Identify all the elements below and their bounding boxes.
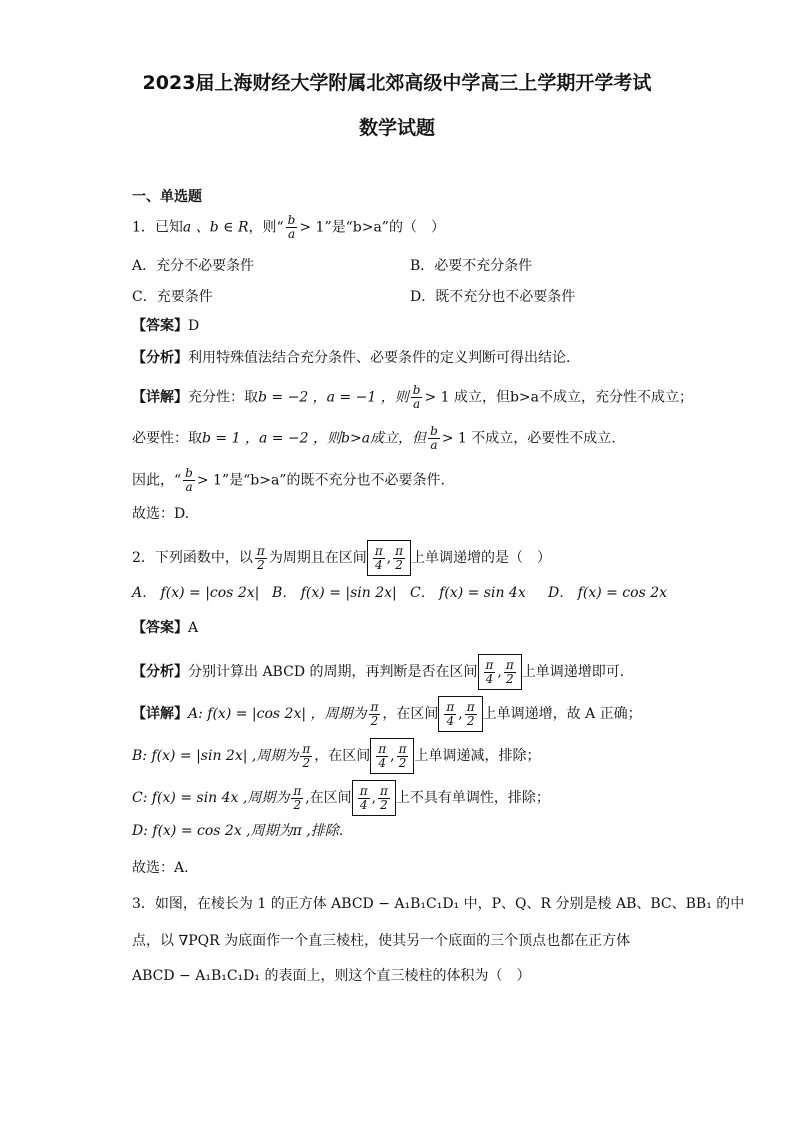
q2-stem-text: 2．下列函数中，以 — [132, 550, 253, 566]
q2-detail-a — [132, 696, 642, 732]
detail-text: C: f(x) = sin 4x ,周期为 — [132, 790, 290, 806]
frac-numerator: π — [378, 741, 387, 756]
frac-numerator: π — [398, 741, 407, 756]
q1-stem-prefix: 1．已知 — [132, 219, 183, 236]
frac-denominator: 2 — [300, 756, 312, 770]
frac-numerator: π — [374, 543, 383, 558]
q1-choose: 故选：D. — [132, 506, 190, 522]
detail-text: B: f(x) = |sin 2x| ,周期为 — [132, 748, 299, 764]
q2-detail-b — [132, 738, 540, 774]
q2-detail-c — [132, 780, 550, 816]
q2-detail-d: D: f(x) = cos 2x ,周期为π ,排除. — [132, 823, 344, 839]
q1-stem — [132, 214, 445, 241]
frac-numerator: π — [302, 741, 311, 756]
q2-answer — [132, 619, 198, 637]
frac-numerator: π — [293, 783, 302, 798]
analysis-label: 【分析】 — [132, 664, 188, 680]
frac-denominator: 4 — [373, 558, 385, 572]
frac-numerator: π — [370, 699, 379, 714]
detail-text: ,在区间 — [305, 790, 352, 806]
answer-label: 【答案】 — [132, 318, 188, 334]
frac-numerator: π — [446, 699, 455, 714]
conclusion-text: 因此，“ — [132, 472, 182, 489]
frac-denominator: 4 — [376, 756, 388, 770]
detail-text: > 1 成立，但b>a不成立，充分性不成立； — [424, 389, 694, 406]
frac-numerator: π — [380, 783, 388, 798]
frac-denominator: a — [183, 480, 195, 494]
q1-option-b: B．必要不充分条件 — [410, 258, 533, 274]
detail-text: A: f(x) = |cos 2x| ，周期为 — [188, 706, 367, 722]
section-heading: 一、单选题 — [132, 189, 202, 205]
q3-stem-line2: 点，以 ∇PQR 为底面作一个直三棱柱，使其另一个底面的三个顶点也都在正方体 — [132, 933, 631, 949]
frac-numerator: π — [505, 657, 514, 672]
q1-detail-2 — [132, 425, 616, 452]
frac-denominator: 2 — [369, 714, 381, 728]
frac-denominator: 2 — [504, 672, 516, 686]
detail-text: ，在区间 — [382, 706, 439, 722]
detail-label: 【详解】 — [132, 706, 188, 722]
frac-denominator: a — [286, 227, 298, 241]
q1-detail-fraction — [411, 384, 423, 411]
frac-numerator: π — [395, 543, 404, 558]
conclusion-text: > 1”是“b>a”的既不充分也不必要条件. — [196, 472, 445, 489]
frac-denominator: a — [411, 397, 423, 411]
q2-analysis — [132, 654, 624, 690]
q2-period-fraction — [255, 545, 267, 572]
q2-choose: 故选：A. — [132, 860, 189, 876]
q1-stem-mid: ，则“ — [248, 219, 284, 236]
frac-numerator: π — [256, 543, 265, 558]
q2-analysis-bracket: $\frac{\pi}{4}$ , $\frac{\pi}{2}$ — [478, 654, 522, 690]
detail-text: 必要性：取 — [132, 430, 202, 447]
q2-option-b: B． f(x) = |sin 2x| — [272, 585, 397, 601]
detail-math: b = −2 ，a = −1 ，则 — [258, 389, 409, 406]
q1-fraction — [286, 214, 298, 241]
q1-option-a: A．充分不必要条件 — [132, 258, 255, 274]
analysis-text: 分别计算出 ABCD 的周期，再判断是否在区间 — [188, 664, 478, 680]
frac-numerator: b — [412, 383, 421, 397]
frac-denominator: 2 — [397, 756, 409, 770]
analysis-label: 【分析】 — [132, 350, 188, 366]
q1-stem-vars: a 、b ∈ R — [182, 219, 249, 236]
answer-label: 【答案】 — [132, 620, 188, 636]
frac-numerator: b — [430, 424, 438, 438]
q1-option-c: C．充要条件 — [132, 289, 213, 305]
q1-option-d: D．既不充分也不必要条件 — [410, 289, 576, 305]
frac-denominator: 2 — [255, 558, 267, 572]
analysis-text: 上单调递增即可. — [521, 664, 625, 680]
frac-denominator: 4 — [444, 714, 456, 728]
frac-denominator: 2 — [393, 558, 405, 572]
detail-text: 上单调递增，故 A 正确； — [482, 706, 642, 722]
q2-option-c: C． f(x) = sin 4x — [410, 585, 526, 601]
q1-detail-1 — [132, 384, 693, 411]
detail-text: > 1 不成立，必要性不成立. — [441, 430, 616, 447]
frac-denominator: 4 — [358, 798, 370, 812]
q2-stem — [132, 540, 551, 576]
q1-stem-gt: > 1 — [299, 219, 325, 236]
q2-option-d: D． f(x) = cos 2x — [548, 585, 668, 601]
frac-numerator: b — [287, 213, 296, 227]
exam-title: 2023届上海财经大学附属北郊高级中学高三上学期开学考试 — [142, 72, 652, 94]
frac-numerator: b — [185, 466, 193, 480]
q3-stem-line3: ABCD − A₁B₁C₁D₁ 的表面上，则这个直三棱柱的体积为（ ） — [132, 968, 531, 984]
detail-label: 【详解】 — [132, 389, 188, 406]
q2-option-a: A． f(x) = |cos 2x| — [132, 585, 260, 601]
q2-interval-bracket: $\frac{\pi}{4}$ , $\frac{\pi}{2}$ — [367, 540, 411, 576]
frac-denominator: 2 — [465, 714, 477, 728]
detail-text: 上单调递减，排除； — [414, 748, 541, 764]
q1-stem-end: ”是“b>a”的（ ） — [324, 219, 445, 236]
q1-conclusion — [132, 467, 445, 494]
q2-detail-a-bracket: $\frac{\pi}{4}$ , $\frac{\pi}{2}$ — [438, 696, 482, 732]
q1-analysis — [132, 349, 570, 367]
q1-conclusion-fraction — [183, 467, 195, 494]
q2-detail-c-bracket: $\frac{\pi}{4}$ , $\frac{\pi}{2}$ — [352, 780, 396, 816]
q2-detail-b-bracket: $\frac{\pi}{4}$ , $\frac{\pi}{2}$ — [370, 738, 414, 774]
frac-numerator: π — [466, 699, 475, 714]
answer-value: A — [188, 620, 199, 636]
exam-subtitle: 数学试题 — [358, 117, 435, 139]
frac-numerator: π — [485, 657, 494, 672]
detail-text: ，在区间 — [314, 748, 371, 764]
q1-answer — [132, 317, 199, 335]
q3-stem-line1: 3．如图，在棱长为 1 的正方体 ABCD − A₁B₁C₁D₁ 中，P、Q、R 分别是棱 AB、BC、BB₁ 的中 — [132, 896, 745, 912]
frac-numerator: π — [359, 783, 368, 798]
frac-denominator: 4 — [484, 672, 496, 686]
analysis-text: 利用特殊值法结合充分条件、必要条件的定义判断可得出结论. — [188, 350, 571, 366]
frac-denominator: 2 — [378, 798, 390, 812]
frac-denominator: a — [428, 438, 440, 452]
detail-math: b = 1 ，a = −2 ，则b>a成立，但 — [202, 430, 427, 447]
q1-detail-fraction-2 — [428, 425, 440, 452]
q2-stem-text: 上单调递增的是（ ） — [411, 550, 552, 566]
detail-text: 充分性：取 — [188, 389, 258, 406]
answer-value: D — [188, 318, 200, 334]
q2-stem-text: 为周期且在区间 — [268, 550, 367, 566]
detail-text: 上不具有单调性，排除； — [395, 790, 550, 806]
frac-denominator: 2 — [291, 798, 303, 812]
